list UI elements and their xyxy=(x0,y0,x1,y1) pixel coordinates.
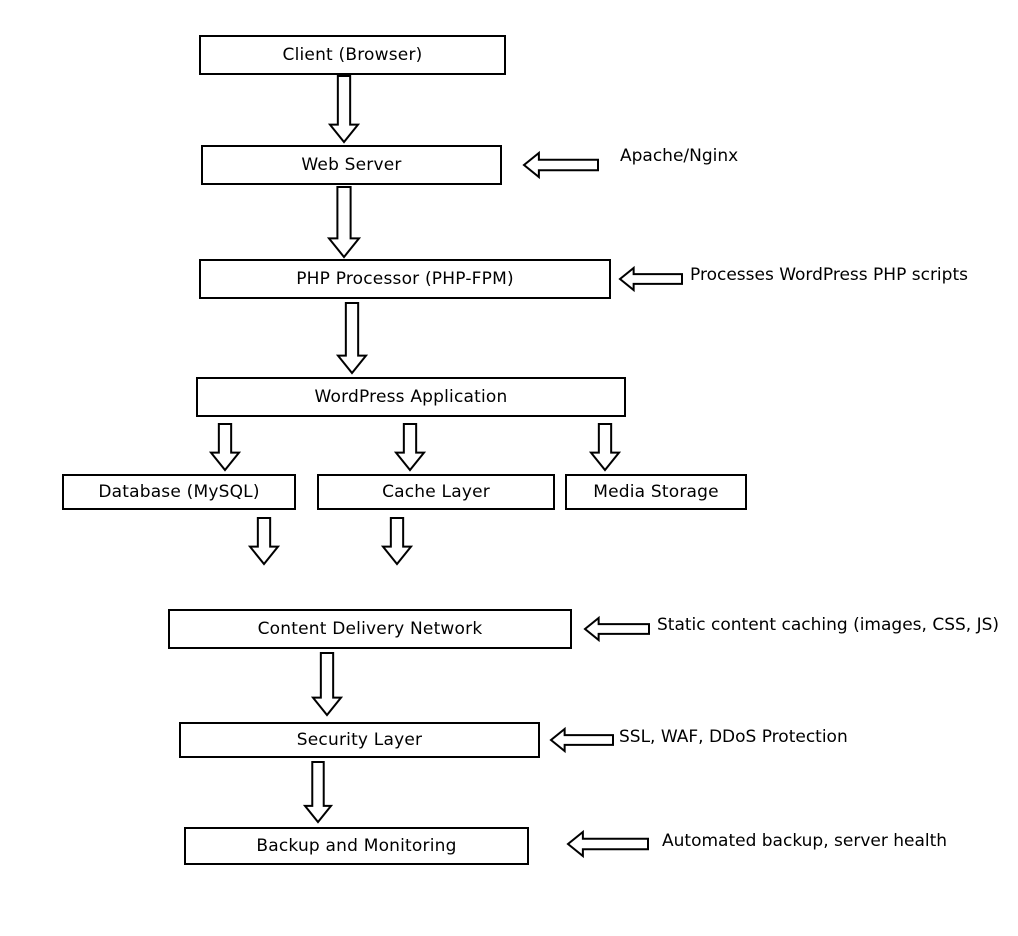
arrow-client-web xyxy=(330,76,358,142)
arrow-wp-cache xyxy=(396,424,424,470)
node-client[interactable] xyxy=(199,35,506,75)
node-label: PHP Processor (PHP-FPM) xyxy=(296,269,514,289)
node-cache[interactable] xyxy=(317,474,555,510)
node-label: Backup and Monitoring xyxy=(256,836,457,856)
arrow-note-backup xyxy=(568,832,648,856)
node-backup[interactable] xyxy=(184,827,529,865)
node-label: WordPress Application xyxy=(314,387,508,407)
arrow-php-wp xyxy=(338,303,366,373)
node-web[interactable] xyxy=(201,145,502,185)
arrow-note-php xyxy=(620,268,682,290)
node-label: Security Layer xyxy=(296,730,423,750)
arrow-cache-down xyxy=(383,518,411,564)
arrow-security-backup xyxy=(305,762,331,822)
note-web: Apache/Nginx xyxy=(620,146,739,166)
node-php[interactable] xyxy=(199,259,611,299)
arrow-wp-db xyxy=(211,424,239,470)
note-backup: Automated backup, server health xyxy=(662,831,948,851)
node-cdn[interactable] xyxy=(168,609,572,649)
node-label: Media Storage xyxy=(593,482,719,502)
arrow-db-down xyxy=(250,518,278,564)
arrow-note-cdn xyxy=(585,618,649,640)
node-db[interactable] xyxy=(62,474,296,510)
node-label: Content Delivery Network xyxy=(257,619,483,639)
note-cdn: Static content caching (images, CSS, JS) xyxy=(657,615,1000,635)
node-security[interactable] xyxy=(179,722,540,758)
node-wp[interactable] xyxy=(196,377,626,417)
arrow-note-security xyxy=(551,729,613,751)
note-security: SSL, WAF, DDoS Protection xyxy=(619,727,848,747)
node-media[interactable] xyxy=(565,474,747,510)
node-label: Database (MySQL) xyxy=(98,482,260,502)
node-label: Web Server xyxy=(301,155,402,175)
arrow-web-php xyxy=(329,187,359,257)
arrow-wp-media xyxy=(591,424,619,470)
arrow-cdn-security xyxy=(313,653,341,715)
node-label: Cache Layer xyxy=(382,482,490,502)
note-php: Processes WordPress PHP scripts xyxy=(690,265,968,285)
arrow-note-web xyxy=(524,153,598,177)
node-label: Client (Browser) xyxy=(282,45,423,65)
